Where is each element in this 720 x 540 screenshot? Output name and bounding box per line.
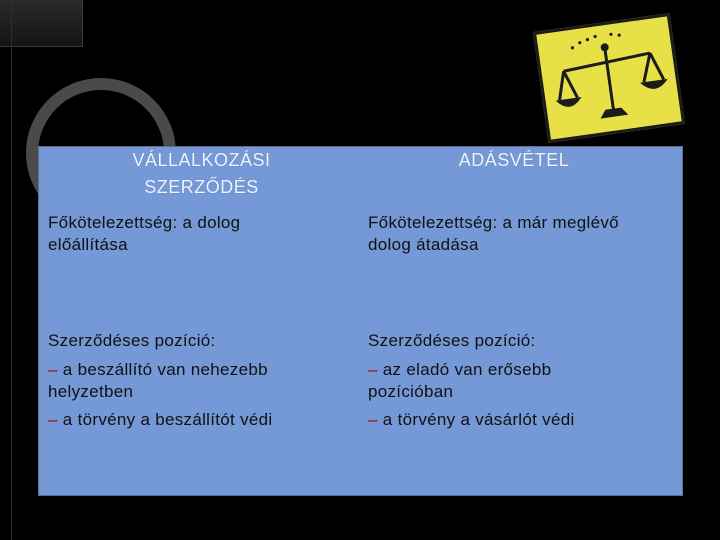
list-item [368,359,673,381]
item-text: a beszállító van nehezebb [62,360,268,379]
cell-fokotelezettseg-right [368,212,673,256]
dash-bullet: – [48,360,58,379]
decorative-corner-rectangle [0,0,83,47]
item-text: a törvény a beszállítót védi [62,410,273,429]
dash-bullet: – [368,410,378,429]
item-text: a törvény a vásárlót védi [382,410,575,429]
decorative-vertical-line [11,0,12,540]
list-item [48,359,348,381]
cell-line: dolog átadása [368,235,479,254]
comparison-table [38,146,683,496]
header-adasvetel [369,147,659,174]
header-vallalkozasi-szerzodes [59,147,344,201]
item-text: helyzetben [48,382,134,401]
cell-line: előállítása [48,235,128,254]
cell-pozicio-left [48,330,348,431]
cell-pozicio-right [368,330,673,431]
list-item [48,409,348,431]
item-text: az eladó van erősebb [382,360,552,379]
cell-title: Szerződéses pozíció: [368,331,536,350]
header-line: VÁLLALKOZÁSI [132,150,271,170]
dash-bullet: – [368,360,378,379]
cell-line: Főkötelezettség: a már meglévő [368,213,619,232]
dash-bullet: – [48,410,58,429]
header-line: ADÁSVÉTEL [458,150,570,170]
cell-title: Szerződéses pozíció: [48,331,216,350]
scales-of-justice-logo [533,13,685,143]
list-item [368,409,673,431]
scales-of-justice-icon [536,16,681,139]
cell-fokotelezettseg-left [48,212,348,256]
cell-line: Főkötelezettség: a dolog [48,213,241,232]
header-line: SZERZŐDÉS [144,177,259,197]
item-text: pozícióban [368,382,454,401]
